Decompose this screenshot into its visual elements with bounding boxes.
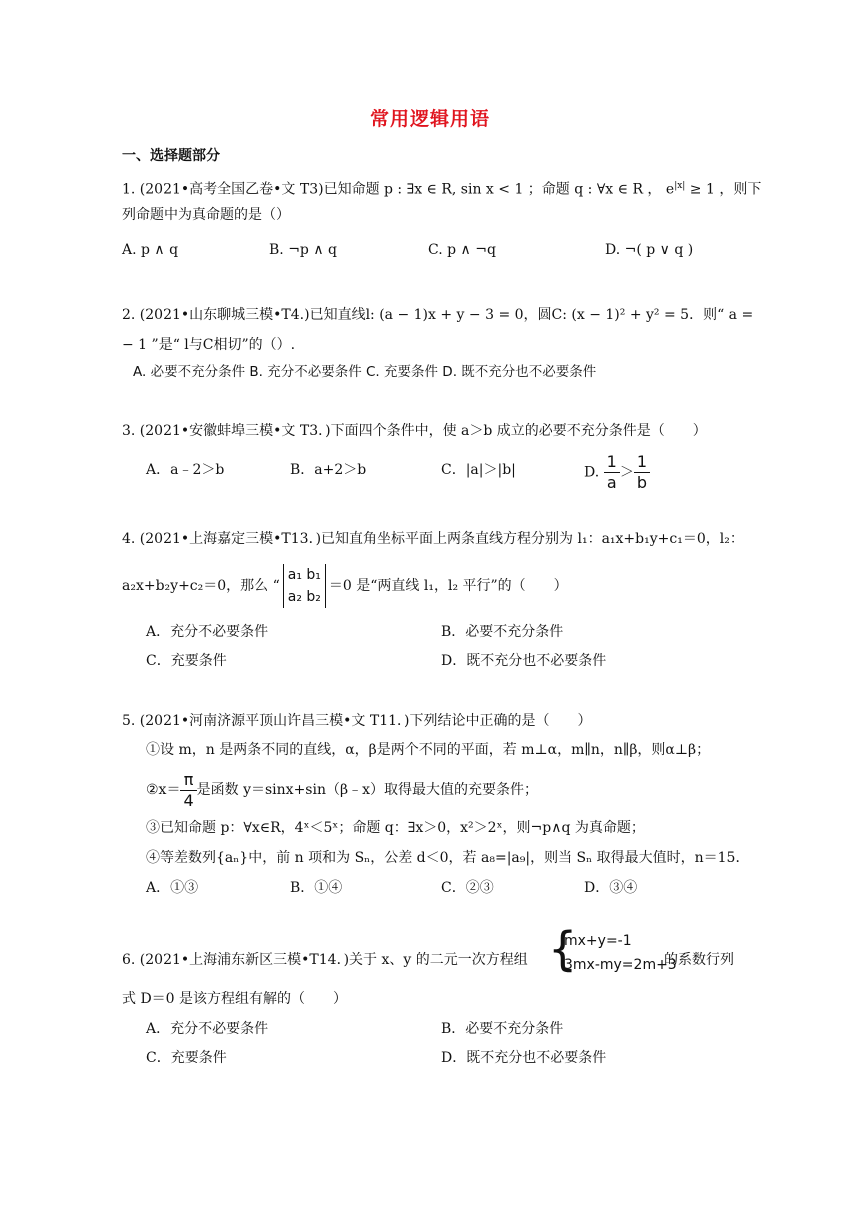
q5-option-d: D．③④ — [584, 880, 638, 896]
q3-fraction-1-den: a — [606, 473, 617, 492]
q4-det-row1: a₁ b₁ — [287, 567, 321, 583]
q3-option-d — [584, 452, 650, 493]
q3-fraction-1-num: 1 — [604, 452, 620, 473]
q3-fraction-2 — [634, 452, 650, 493]
q3-option-b: B．a+2＞b — [290, 462, 367, 478]
section-heading: 一、选择题部分 — [122, 148, 220, 164]
q5-statement-3: ③已知命题 p：∀x∈R，4ˣ＜5ˣ；命题 q：∃x＞0，x²＞2ˣ，则¬p∧q 为真命题； — [146, 820, 645, 836]
q6-stem-line1-b: 的系数行列 — [664, 952, 734, 968]
q4-stem-line2 — [122, 562, 568, 610]
q1-stem-line2: 列命题中为真命题的是（） — [122, 207, 290, 223]
q6-system-brace: { — [548, 922, 578, 976]
q4-option-d: D．既不充分也不必要条件 — [441, 653, 607, 669]
q5-statement-2-b: 是函数 y＝sinx+sin（β﹣x）取得最大值的充要条件； — [196, 782, 538, 798]
q2-stem-line2: − 1 ”是“ l与C相切”的（）. — [122, 337, 296, 353]
q1-stem-line1 — [122, 176, 761, 200]
q6-option-c: C．充要条件 — [146, 1050, 227, 1066]
q1-exponent: |x| — [674, 181, 686, 191]
q6-equation-1: mx+y=-1 — [564, 933, 632, 949]
q4-det-row2: a₂ b₂ — [287, 589, 321, 605]
q1-option-a: A. p ∧ q — [122, 242, 179, 258]
q4-stem-line1: 4. (2021•上海嘉定三模•T13．)已知直角坐标平面上两条直线方程分别为 l₁：a₁x+b₁y+c₁＝0，l₂： — [122, 531, 744, 547]
q3-fraction-2-num: 1 — [634, 452, 650, 473]
q1-option-b: B. ¬p ∧ q — [269, 242, 337, 258]
q4-option-a: A．充分不必要条件 — [146, 624, 269, 640]
q3-fraction-2-den: b — [636, 473, 647, 492]
q3-fraction-1 — [604, 452, 620, 493]
q5-statement-4: ④等差数列{aₙ}中，前 n 项和为 Sₙ，公差 d＜0，若 a₈=|a₉|，则当 Sₙ 取得最大值时，n＝15． — [146, 850, 750, 866]
q5-fraction — [180, 770, 196, 811]
q4-stem-line2-b: ＝0 是“两直线 l₁，l₂ 平行”的（ ） — [328, 578, 568, 594]
q4-option-b: B．必要不充分条件 — [441, 624, 564, 640]
q1-stem-text: 1. (2021•高考全国乙卷•文 T3)已知命题 p : ∃x ∈ R, sin x < 1 ；命题 q : ∀x ∈ R ， e — [122, 181, 675, 198]
q6-stem-line2: 式 D＝0 是该方程组有解的（ ） — [122, 991, 348, 1007]
q2-stem-line1: 2. (2021•山东聊城三模•T4.)已知直线l: (a − 1)x + y − 3 = 0，圆C: (x − 1)² + y² = 5．则“ a = — [122, 307, 754, 323]
q5-statement-1: ①设 m，n 是两条不同的直线，α，β是两个不同的平面，若 m⊥α，m∥n，n∥β，则α⊥β； — [146, 742, 711, 758]
q6-option-a: A．充分不必要条件 — [146, 1021, 269, 1037]
q6-option-d: D．既不充分也不必要条件 — [441, 1050, 607, 1066]
q5-fraction-num: π — [180, 770, 196, 791]
q4-determinant — [283, 564, 326, 608]
q3-stem: 3. (2021•安徽蚌埠三模•文 T3．)下面四个条件中，使 a＞b 成立的必要不充分条件是（ ） — [122, 423, 707, 439]
page-title: 常用逻辑用语 — [369, 108, 490, 130]
q2-options: A. 必要不充分条件 B. 充分不必要条件 C. 充要条件 D. 既不充分也不必要条件 — [133, 364, 597, 380]
q5-statement-2 — [146, 768, 538, 812]
q4-option-c: C．充要条件 — [146, 653, 227, 669]
q6-equation-2: 3mx-my=2m+3 — [564, 957, 677, 973]
q6-option-b: B．必要不充分条件 — [441, 1021, 564, 1037]
q1-option-d: D. ¬( p ∨ q ) — [605, 242, 694, 258]
q5-option-a: A．①③ — [146, 880, 199, 896]
q5-option-b: B．①④ — [290, 880, 343, 896]
q5-fraction-den: 4 — [183, 790, 194, 810]
q3-option-d-label: D. — [584, 464, 600, 481]
q4-stem-line2-a: a₂x+b₂y+c₂＝0，那么 “ — [122, 578, 280, 594]
q5-option-c: C．②③ — [441, 880, 494, 896]
q3-gt: ＞ — [619, 464, 634, 481]
q1-option-c: C. p ∧ ¬q — [428, 242, 496, 258]
q5-stem: 5. (2021•河南济源平顶山许昌三模•文 T11．)下列结论中正确的是（ ） — [122, 713, 592, 729]
q6-stem-line1-a: 6. (2021•上海浦东新区三模•T14．)关于 x、y 的二元一次方程组 — [122, 952, 528, 968]
q3-option-c: C．|a|＞|b| — [441, 462, 516, 478]
q5-statement-2-a: ②x＝ — [146, 782, 181, 798]
q1-stem-text-b: ≥ 1 ，则下 — [685, 181, 762, 198]
q3-option-a: A．a﹣2＞b — [146, 462, 225, 478]
